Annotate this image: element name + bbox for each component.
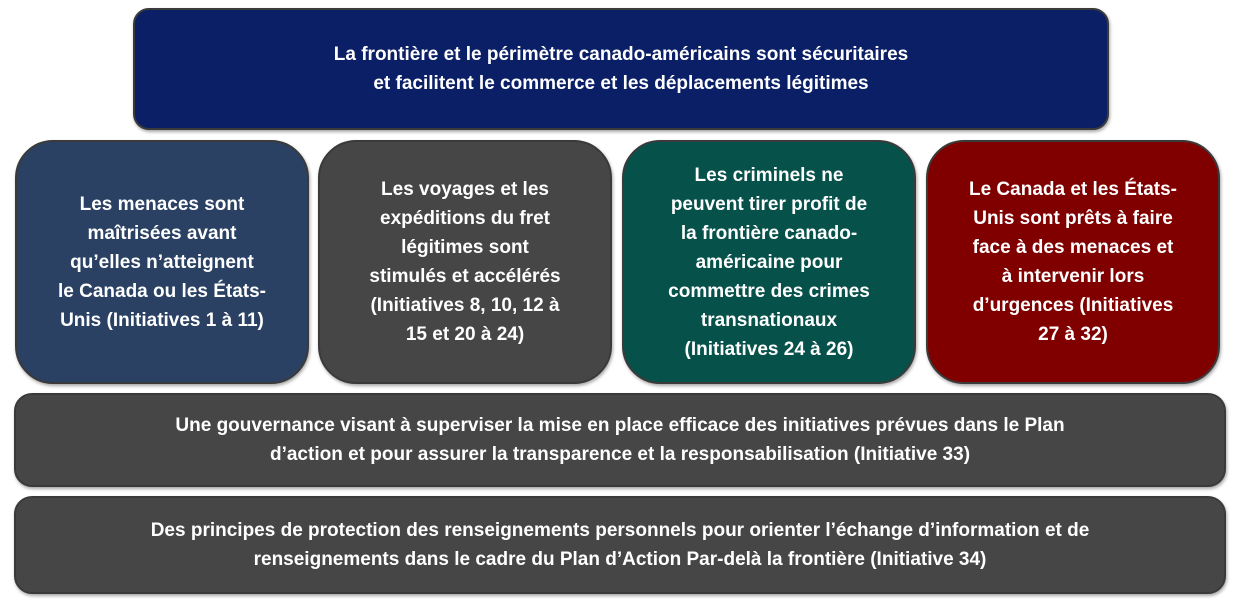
- pillar-threats-text: Les menaces sont maîtrisées avant qu’elles n’atteignent le Canada ou les États- Unis (Initiatives 1 à 11): [57, 193, 266, 331]
- pillar-criminals-box: [622, 140, 916, 384]
- governance-text: Une gouvernance visant à superviser la mise en place efficace des initiatives prévues dans le Plan d’action et pour assurer la transparence et la responsabilisation (Initiative 33): [175, 415, 1065, 465]
- pillar-criminals-text: Les criminels ne peuvent tirer profit de la frontière canado- américaine pour commettre des crimes transnationaux (Initiatives 24 à 26): [668, 164, 870, 360]
- governance-band: [14, 393, 1226, 487]
- pillar-trade-travel-box: [318, 140, 612, 384]
- privacy-text: Des principes de protection des renseignements personnels pour orienter l’échange d’information et de renseignements dans le cadre du Plan d’Action Par-delà la frontière (Initiative 34): [150, 520, 1090, 570]
- pillar-emergency-text: Le Canada et les États- Unis sont prêts à faire face à des menaces et à intervenir lors d’urgences (Initiatives 27 à 32): [968, 179, 1178, 345]
- top-goal-text: La frontière et le périmètre canado-américains sont sécuritaires et facilitent le commerce et les déplacements légitimes: [333, 44, 909, 94]
- privacy-band: [14, 496, 1226, 594]
- pillar-emergency-box: [926, 140, 1220, 384]
- top-goal-box: [133, 8, 1109, 130]
- pillar-trade-travel-text: Les voyages et les expéditions du fret légitimes sont stimulés et accélérés (Initiatives 8, 10, 12 à 15 et 20 à 24): [369, 179, 561, 345]
- pillar-threats-box: [15, 140, 309, 384]
